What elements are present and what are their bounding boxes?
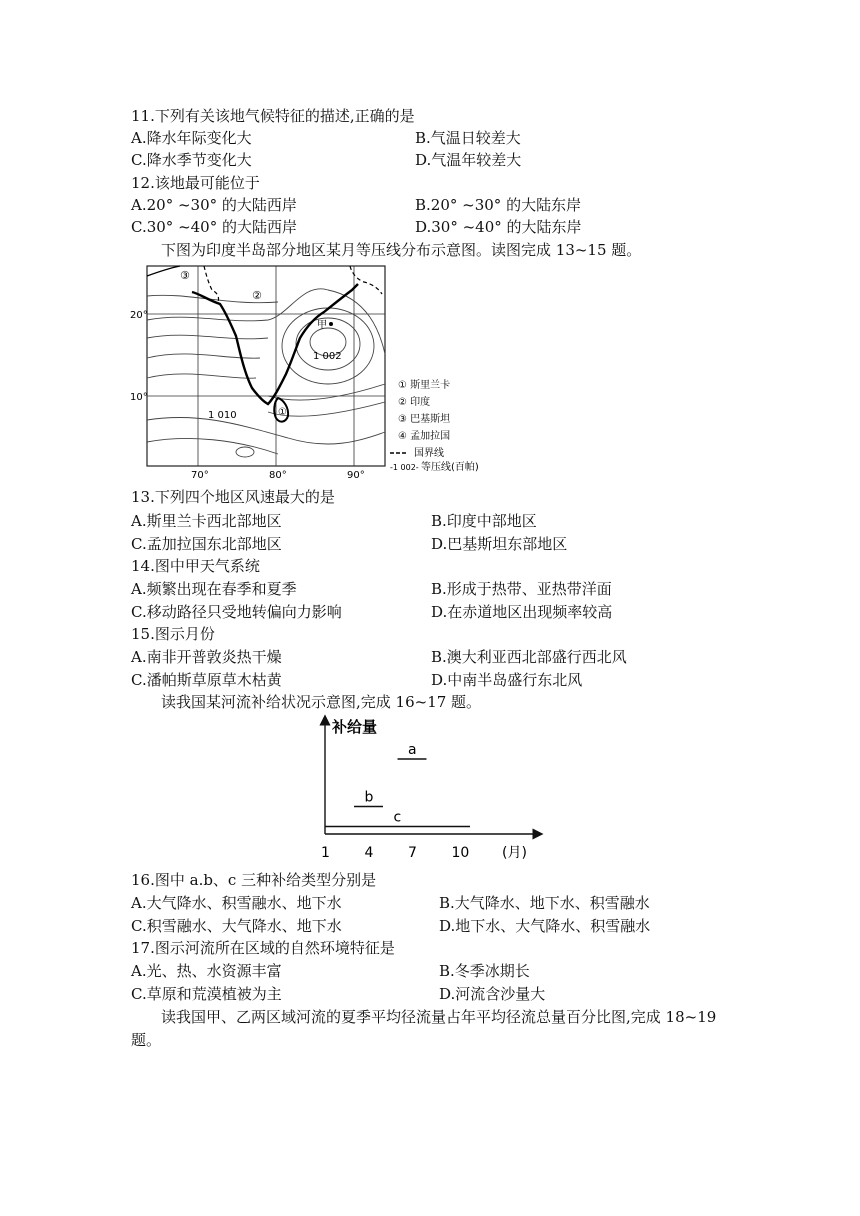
chart-series-b-label: b — [364, 789, 374, 806]
q16-option-c: C.积雪融水、大气降水、地下水 — [131, 917, 342, 935]
q14-option-b: B.形成于热带、亚热带洋面 — [431, 580, 612, 598]
intro-16-17: 读我国某河流补给状况示意图,完成 16~17 题。 — [161, 693, 482, 711]
map-coast-nw — [147, 266, 180, 276]
isobar-map — [128, 262, 490, 478]
chart-series-a-label: a — [408, 742, 417, 758]
q11-option-a: A.降水年际变化大 — [131, 129, 252, 147]
map-label-1002: 1 002 — [313, 351, 342, 362]
map-lon-80-label: 80° — [269, 470, 287, 478]
q13-stem: 13.下列四个地区风速最大的是 — [131, 488, 335, 506]
map-label-1010: 1 010 — [208, 410, 237, 421]
chart-x-tick-10: 10 — [451, 845, 470, 861]
map-legend — [390, 378, 479, 473]
q14-stem: 14.图中甲天气系统 — [131, 557, 260, 575]
q17-option-d: D.河流含沙量大 — [439, 985, 546, 1003]
q12-option-b: B.20° ~30° 的大陆东岸 — [415, 196, 582, 214]
legend-isobar-label: 等压线(百帕) — [421, 462, 479, 473]
q17-option-a: A.光、热、水资源丰富 — [131, 962, 282, 980]
q15-option-b: B.澳大利亚西北部盛行西北风 — [431, 648, 627, 666]
map-border-east — [350, 266, 382, 294]
q12-option-d: D.30° ~40° 的大陆东岸 — [415, 218, 582, 236]
q17-option-b: B.冬季冰期长 — [439, 962, 530, 980]
intro-18-19-line2: 题。 — [131, 1031, 162, 1049]
map-lon-70-label: 70° — [191, 470, 209, 478]
chart-x-label: (月) — [502, 845, 527, 861]
q12-stem: 12.该地最可能位于 — [131, 174, 260, 192]
q17-stem: 17.图示河流所在区域的自然环境特征是 — [131, 939, 395, 957]
map-border-west — [204, 266, 219, 302]
legend-isobar-sample: -1 002- — [390, 463, 419, 472]
legend-border-label: 国界线 — [414, 448, 444, 459]
q16-option-a: A.大气降水、积雪融水、地下水 — [131, 894, 342, 912]
map-lon-90-label: 90° — [347, 470, 365, 478]
legend-item-4: ④ 孟加拉国 — [398, 431, 451, 442]
q11-option-b: B.气温日较差大 — [415, 129, 521, 147]
q14-option-a: A.频繁出现在春季和夏季 — [131, 580, 297, 598]
recharge-chart — [310, 714, 550, 864]
q15-option-a: A.南非开普敦炎热干燥 — [131, 648, 282, 666]
map-label-2: ② — [252, 289, 262, 302]
q12-option-c: C.30° ~40° 的大陆西岸 — [131, 218, 297, 236]
chart-y-label: 补给量 — [332, 718, 378, 736]
q15-stem: 15.图示月份 — [131, 625, 215, 643]
q15-option-c: C.潘帕斯草原草木枯黄 — [131, 671, 282, 689]
legend-item-2: ② 印度 — [398, 397, 431, 408]
chart-x-tick-4: 4 — [364, 845, 374, 861]
chart-series-c-label: c — [393, 809, 402, 826]
q11-stem: 11.下列有关该地气候特征的描述,正确的是 — [131, 107, 415, 125]
q13-option-b: B.印度中部地区 — [431, 512, 537, 530]
q17-option-c: C.草原和荒漠植被为主 — [131, 985, 282, 1003]
map-label-1: ① — [278, 407, 287, 418]
q13-option-d: D.巴基斯坦东部地区 — [431, 535, 568, 553]
q16-option-d: D.地下水、大气降水、积雪融水 — [439, 917, 651, 935]
q13-option-c: C.孟加拉国东北部地区 — [131, 535, 282, 553]
map-lat-10-label: 10° — [130, 392, 148, 403]
map-label-jia: 甲 — [317, 320, 327, 331]
q15-option-d: D.中南半岛盛行东北风 — [431, 671, 583, 689]
q14-option-d: D.在赤道地区出现频率较高 — [431, 603, 613, 621]
q12-option-a: A.20° ~30° 的大陆西岸 — [131, 196, 297, 214]
intro-13-15: 下图为印度半岛部分地区某月等压线分布示意图。读图完成 13~15 题。 — [161, 241, 642, 259]
legend-item-1: ① 斯里兰卡 — [398, 380, 451, 391]
map-jia-point — [329, 322, 333, 326]
chart-x-tick-7: 7 — [408, 845, 417, 861]
q11-option-c: C.降水季节变化大 — [131, 151, 252, 169]
q16-stem: 16.图中 a.b、c 三种补给类型分别是 — [131, 871, 377, 889]
intro-18-19-line1: 读我国甲、乙两区域河流的夏季平均径流量占年平均径流总量百分比图,完成 18~19 — [161, 1008, 717, 1026]
q13-option-a: A.斯里兰卡西北部地区 — [131, 512, 282, 530]
q16-option-b: B.大气降水、地下水、积雪融水 — [439, 894, 650, 912]
map-lat-20-label: 20° — [130, 310, 148, 321]
q11-option-d: D.气温年较差大 — [415, 151, 522, 169]
q14-option-c: C.移动路径只受地转偏向力影响 — [131, 603, 342, 621]
legend-item-3: ③ 巴基斯坦 — [398, 414, 451, 425]
chart-x-tick-1: 1 — [321, 845, 330, 861]
map-label-3: ③ — [180, 269, 190, 282]
